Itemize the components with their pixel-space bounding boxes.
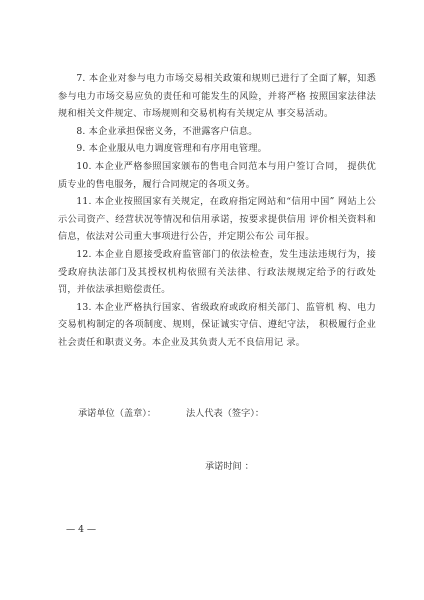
clause-12: 12. 本企业自愿接受政府监管部门的依法检查，发生违法违规行为，接受政府执法部门及其授权机构依照有关法律、行政法规规定给予的行政处罚，并依法承担赔偿责任。	[58, 248, 376, 296]
clause-11: 11. 本企业按照国家有关规定，在政府指定网站和“信用中国” 网站上公示公司资产、经营状况等情况和信用承诺，按要求提供信用 评价相关资料和信息，依法对公司重大事项进行公告，并定期公布公 司年报。	[58, 196, 376, 243]
clause-10: 10. 本企业严格参照国家颁布的售电合同范本与用户签订合同， 提供优质专业的售电服务，履行合同规定的各项义务。	[58, 160, 376, 190]
page-number: — 4 —	[66, 524, 97, 535]
clause-13: 13. 本企业严格执行国家、省级政府或政府相关部门、监管机 构、电力交易机构制定的各项制度、规则，保证诚实守信、遵纪守法， 积极履行企业社会责任和职责义务。本企业及其负责人无不良信用记 录。	[58, 301, 376, 348]
clause-7: 7. 本企业对参与电力市场交易相关政策和规则已进行了全面了解，知悉参与电力市场交易应负的责任和可能发生的风险，并将严格 按照国家法律法规和相关文件规定、市场规则和交易机构有关规定从 事交易活动。	[58, 73, 376, 120]
committing-unit-label: 承诺单位（盖章）：	[78, 408, 157, 419]
commitment-time-label: 承诺时间 ：	[205, 461, 254, 472]
commitment-body	[58, 70, 376, 352]
legal-representative-label: 法人代表（签字）：	[186, 408, 265, 419]
clause-9: 9. 本企业服从电力调度管理和有序用电管理。	[76, 143, 268, 155]
clause-8: 8. 本企业承担保密义务，不泄露客户信息。	[76, 125, 258, 137]
